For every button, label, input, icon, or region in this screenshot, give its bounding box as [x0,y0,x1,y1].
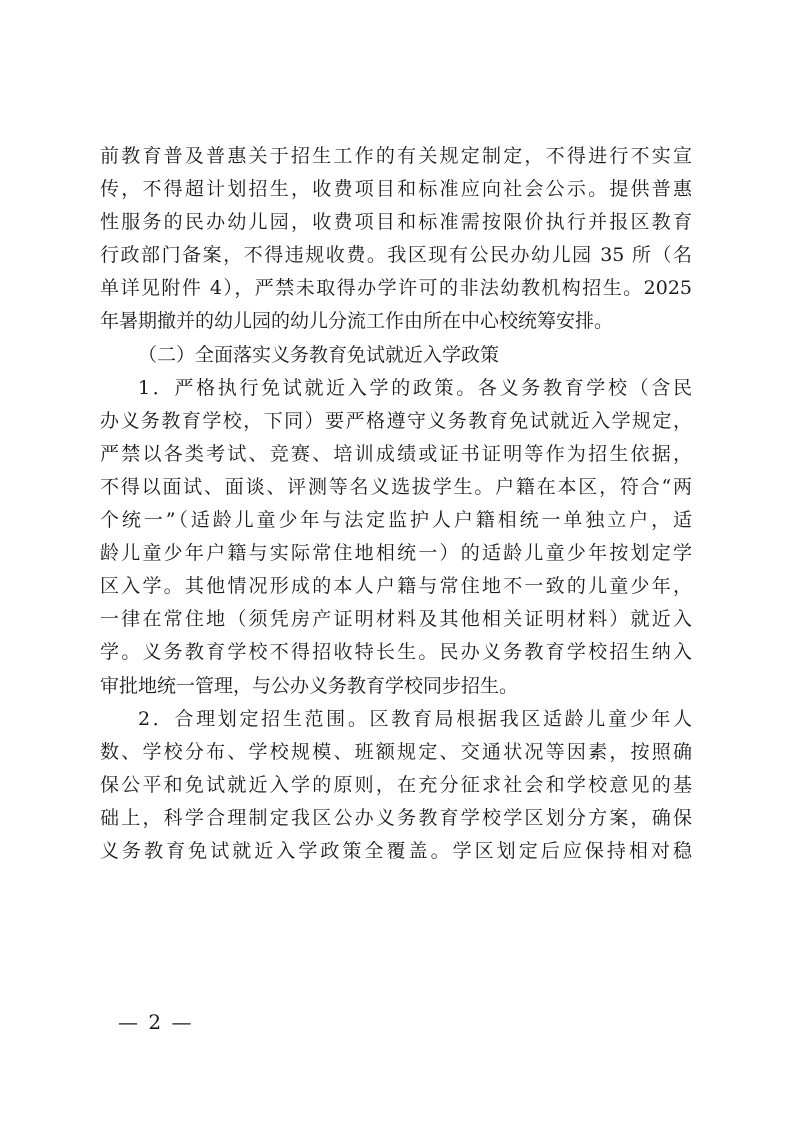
paragraph-3-line: 数、学校分布、学校规模、班额规定、交通状况等因素，按照确 [100,740,692,763]
paragraph-2-line: 龄儿童少年户籍与实际常住地相统一）的适龄儿童少年按划定学 [100,542,692,565]
paragraph-2-line: 学。义务教育学校不得招收特长生。民办义务教育学校招生纳入 [100,641,692,664]
paragraph-1-line: 单详见附件 4），严禁未取得办学许可的非法幼教机构招生。2025 [100,277,692,300]
paragraph-2-line: 一律在常住地（须凭房产证明材料及其他相关证明材料）就近入 [100,608,692,631]
paragraph-1-line: 传，不得超计划招生，收费项目和标准应向社会公示。提供普惠 [100,178,692,201]
paragraph-2-line: 办义务教育学校，下同）要严格遵守义务教育免试就近入学规定， [100,409,692,432]
page-number: — 2 — [118,1010,194,1034]
paragraph-3-line: 义务教育免试就近入学政策全覆盖。学区划定后应保持相对稳 [100,839,692,862]
paragraph-1-line: 行政部门备案，不得违规收费。我区现有公民办幼儿园 35 所（名 [100,244,692,267]
section-heading: （二）全面落实义务教育免试就近入学政策 [138,343,500,366]
paragraph-3-line: 保公平和免试就近入学的原则，在充分征求社会和学校意见的基 [100,773,692,796]
paragraph-1-line: 前教育普及普惠关于招生工作的有关规定制定，不得进行不实宣 [100,145,692,167]
paragraph-3-line: 础上，科学合理制定我区公办义务教育学校学区划分方案，确保 [100,806,692,829]
paragraph-1-line: 年暑期撤并的幼儿园的幼儿分流工作由所在中心校统筹安排。 [100,310,614,333]
paragraph-2-line: 严禁以各类考试、竞赛、培训成绩或证书证明等作为招生依据， [100,442,692,465]
paragraph-2-line: 区入学。其他情况形成的本人户籍与常住地不一致的儿童少年， [100,575,692,598]
paragraph-2-line: 1．严格执行免试就近入学的政策。各义务教育学校（含民 [138,376,692,399]
paragraph-1-line: 性服务的民办幼儿园，收费项目和标准需按限价执行并报区教育 [100,211,692,234]
document-body [100,140,692,868]
paragraph-2-line: 个统一”（适龄儿童少年与法定监护人户籍相统一单独立户，适 [100,509,692,532]
paragraph-2-line: 审批地统一管理，与公办义务教育学校同步招生。 [100,674,519,697]
paragraph-3-line: 2．合理划定招生范围。区教育局根据我区适龄儿童少年人 [138,707,692,730]
paragraph-2-line: 不得以面试、面谈、评测等名义选拔学生。户籍在本区，符合“两 [100,475,692,498]
